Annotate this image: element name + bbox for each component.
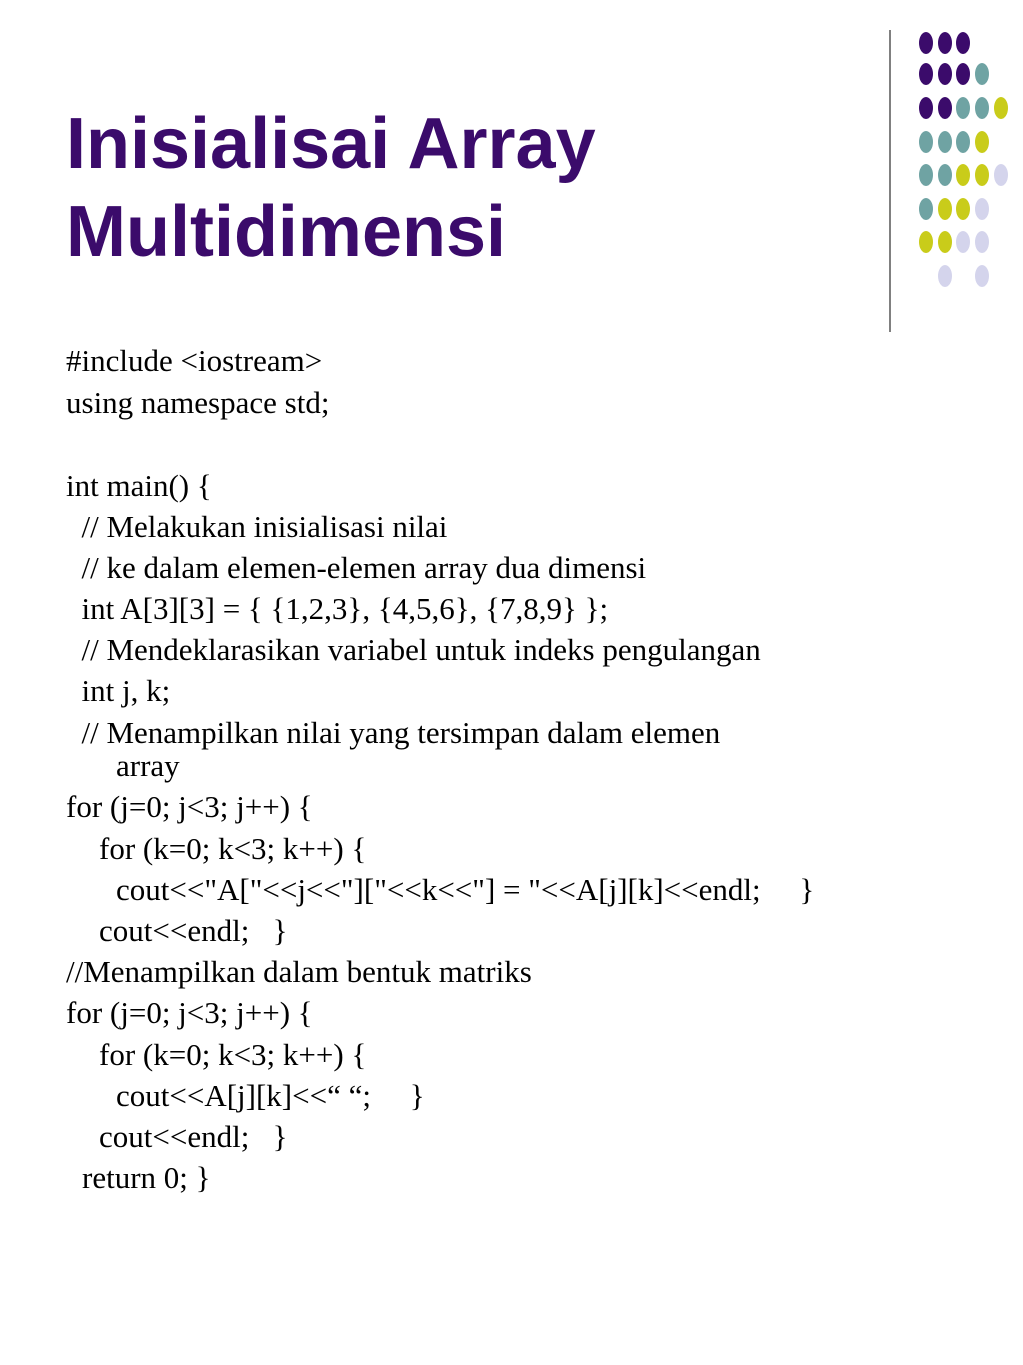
code-line-4: int main() { xyxy=(66,468,212,503)
ornament-dot xyxy=(975,198,989,220)
code-line-10: // Menampilkan nilai yang tersimpan dalam elemen xyxy=(66,715,721,750)
code-line-9: int j, k; xyxy=(66,673,171,708)
ornament-dot xyxy=(919,131,933,153)
code-line-21: return 0; } xyxy=(82,1160,211,1195)
ornament-dot xyxy=(919,231,933,253)
code-line-7: int A[3][3] = { {1,2,3}, {4,5,6}, {7,8,9} }; xyxy=(66,591,609,626)
ornament-dot xyxy=(919,198,933,220)
code-line-17: for (j=0; j<3; j++) { xyxy=(66,995,313,1030)
code-line-11: array xyxy=(116,748,180,783)
ornament-dot xyxy=(956,231,970,253)
ornament-dot xyxy=(975,231,989,253)
ornament-dot xyxy=(956,32,970,54)
ornament-dot xyxy=(938,265,952,287)
ornament-dot xyxy=(956,164,970,186)
ornament-dot xyxy=(938,97,952,119)
ornament-dot xyxy=(938,198,952,220)
ornament-dot xyxy=(994,97,1008,119)
code-line-6: // ke dalam elemen-elemen array dua dimensi xyxy=(66,550,647,585)
code-line-14: cout<<"A["<<j<<"]["<<k<<"] = "<<A[j][k]<<endl; } xyxy=(116,872,815,907)
ornament-dot xyxy=(938,131,952,153)
ornament-dot xyxy=(938,164,952,186)
ornament-dot xyxy=(975,97,989,119)
ornament-dot xyxy=(975,164,989,186)
code-line-15: cout<<endl; } xyxy=(99,913,288,948)
slide-title-line-2: Multidimensi xyxy=(66,192,507,272)
ornament-dot xyxy=(994,164,1008,186)
code-line-19: cout<<A[j][k]<<“ “; } xyxy=(116,1078,425,1113)
code-line-1: #include <iostream> xyxy=(66,343,323,378)
ornament-dot xyxy=(975,63,989,85)
code-line-16: //Menampilkan dalam bentuk matriks xyxy=(66,954,532,989)
slide-title-line-1: Inisialisai Array xyxy=(66,104,596,184)
ornament-dot xyxy=(975,265,989,287)
slide-title xyxy=(66,100,846,276)
ornament-dot xyxy=(919,32,933,54)
ornament-dot xyxy=(919,164,933,186)
ornament-dot xyxy=(938,231,952,253)
vertical-divider xyxy=(889,30,891,332)
code-line-18: for (k=0; k<3; k++) { xyxy=(99,1037,367,1072)
code-line-13: for (k=0; k<3; k++) { xyxy=(99,831,367,866)
ornament-dot xyxy=(975,131,989,153)
ornament-dot xyxy=(956,97,970,119)
ornament-dot xyxy=(956,63,970,85)
ornament-dot xyxy=(919,63,933,85)
code-line-8: // Mendeklarasikan variabel untuk indeks pengulangan xyxy=(66,632,761,667)
ornament-dot xyxy=(956,131,970,153)
ornament-dot xyxy=(938,32,952,54)
code-line-2: using namespace std; xyxy=(66,385,330,420)
ornament-dot xyxy=(938,63,952,85)
code-line-12: for (j=0; j<3; j++) { xyxy=(66,789,313,824)
ornament-dot xyxy=(956,198,970,220)
ornament-dot xyxy=(919,97,933,119)
code-line-5: // Melakukan inisialisasi nilai xyxy=(66,509,448,544)
code-line-20: cout<<endl; } xyxy=(99,1119,288,1154)
